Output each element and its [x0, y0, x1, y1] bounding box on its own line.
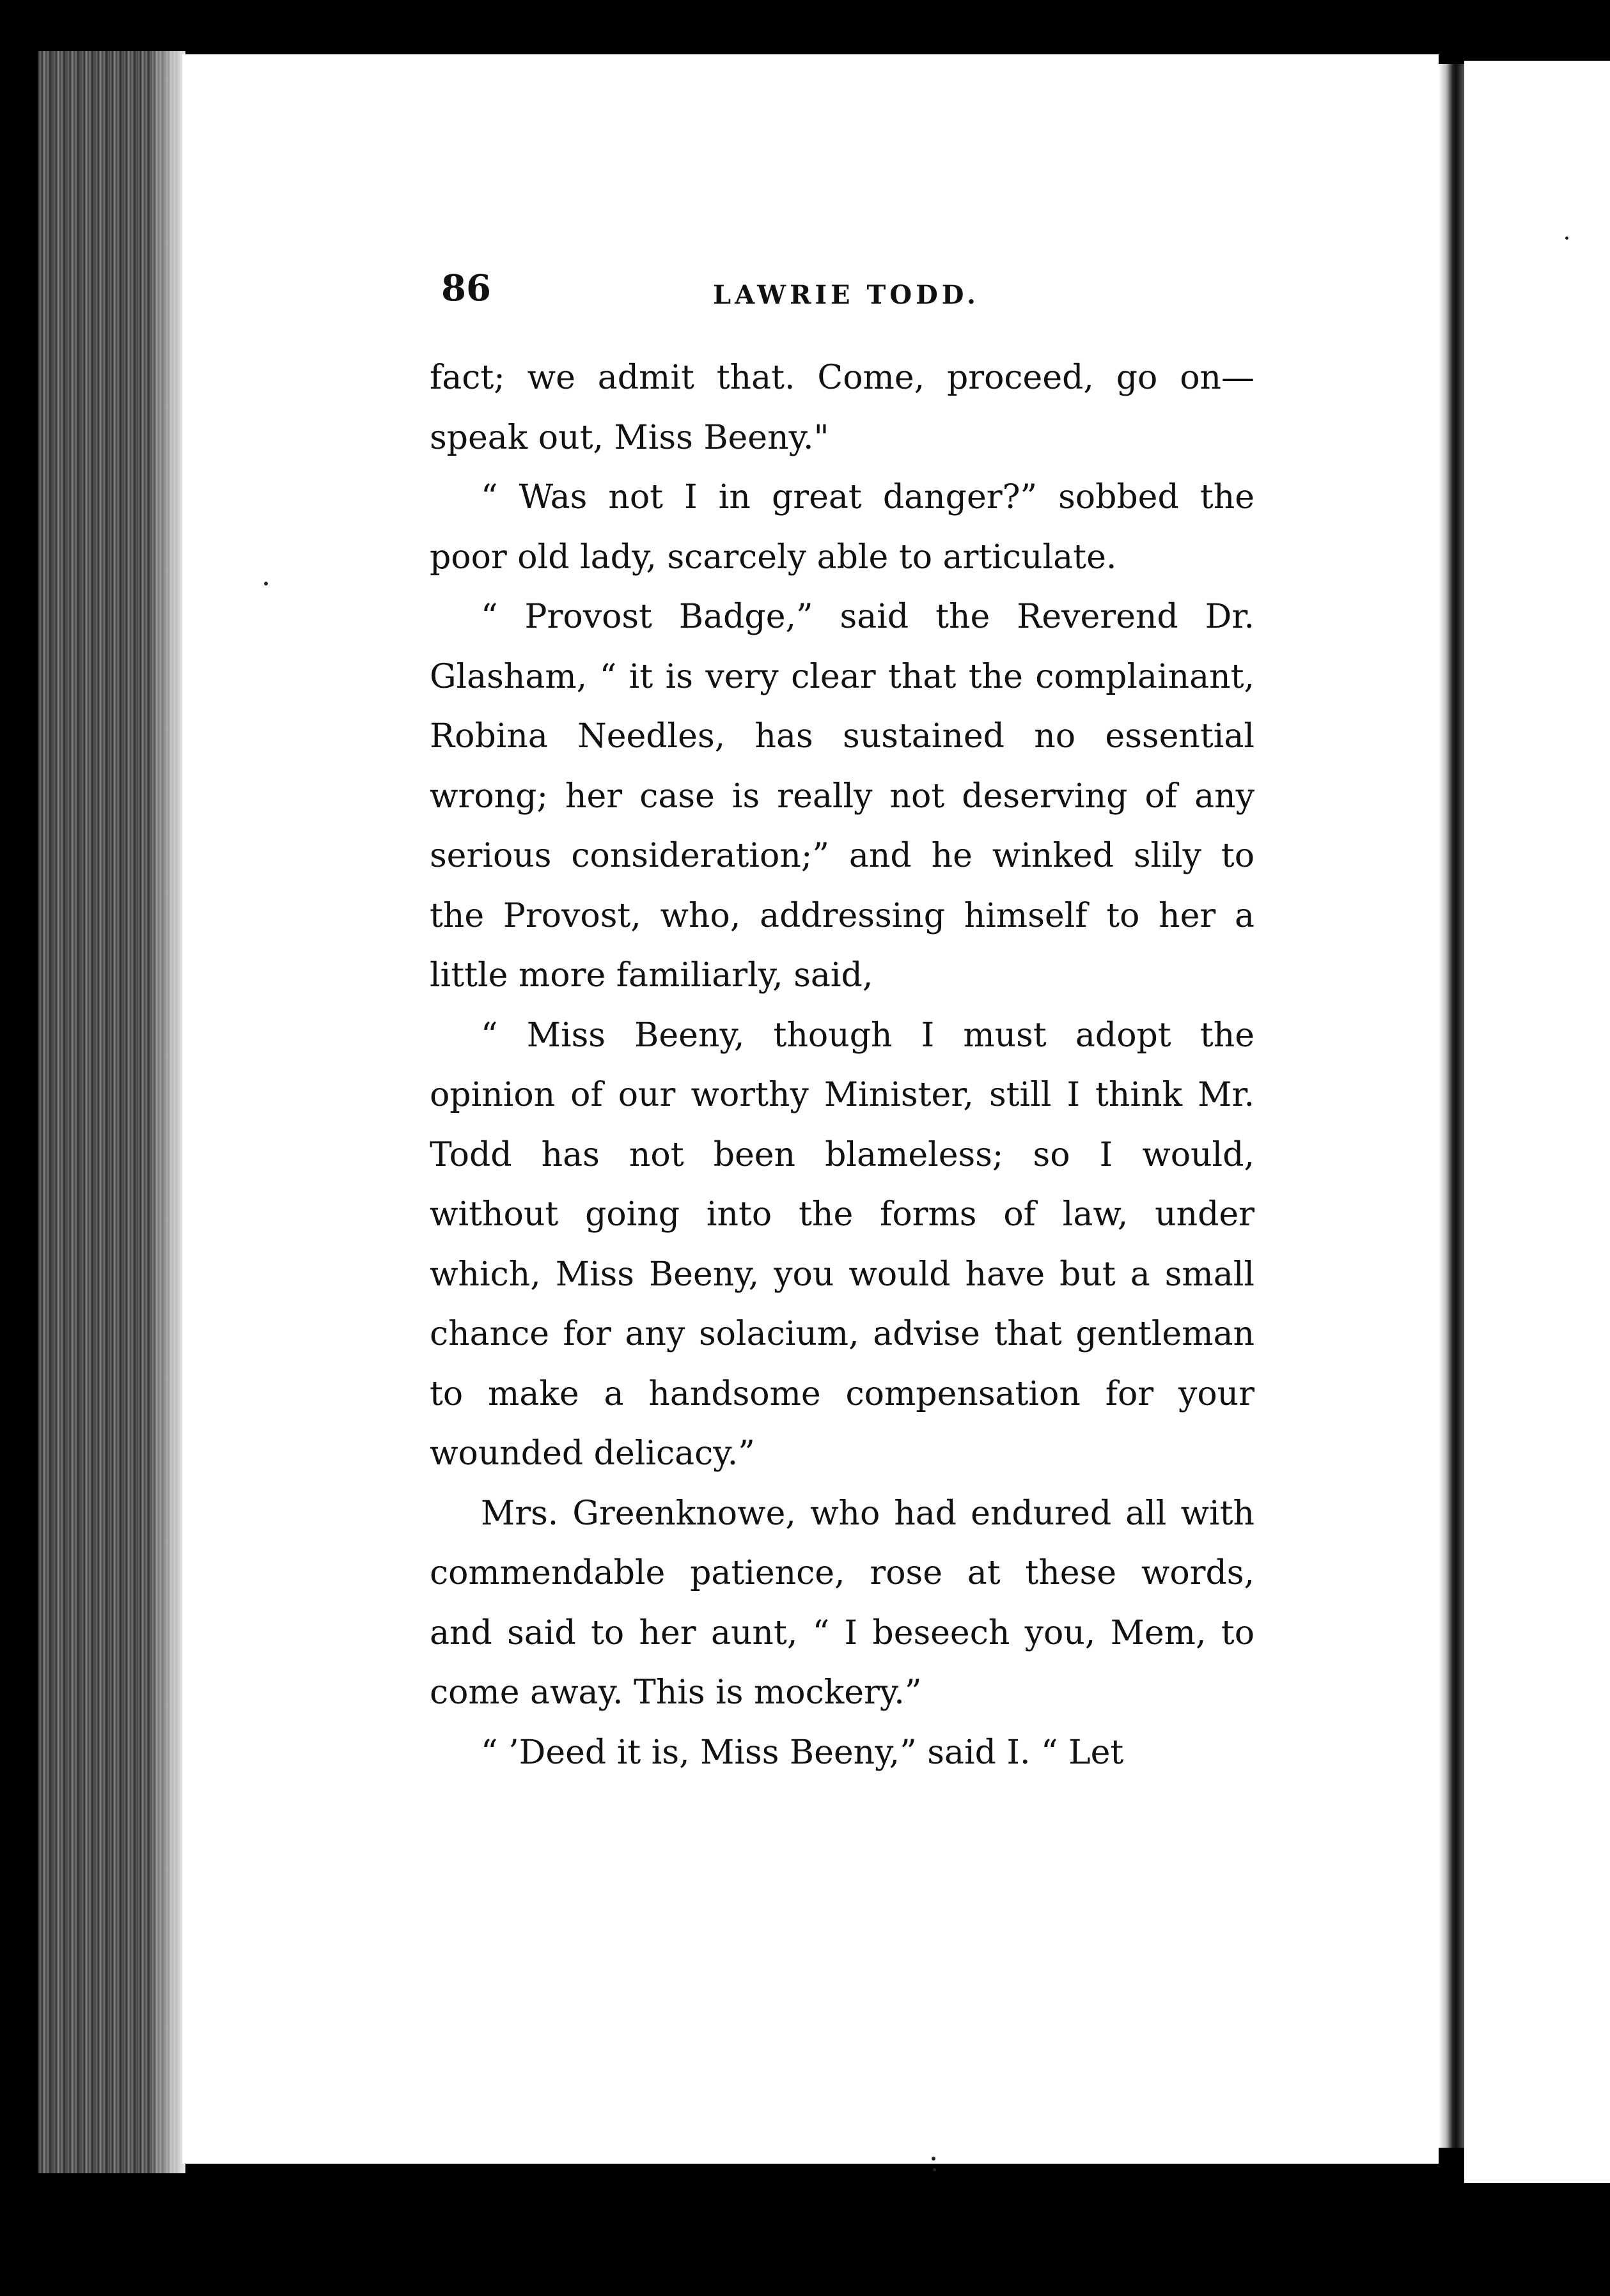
scan-speck — [264, 582, 268, 586]
scan-speck — [932, 2157, 935, 2160]
scan-speck — [1565, 237, 1568, 240]
paragraph: “ Was not I in great danger?” sobbed the poor old lady, scarcely able to articulate. — [430, 478, 1254, 577]
paragraph: “ Provost Badge,” said the Reverend Dr. Glasham, “ it is very clear that the complainant, Robina Needles, has sustained no essential wrong; her case is really not deserving of any serious consideration;” and he winked slily to the Provost, who, addressing himself to her a little more familiarly, said, — [430, 598, 1254, 995]
running-head: LAWRIE TODD. — [713, 280, 980, 310]
page-header — [441, 267, 1272, 325]
page-fold-edge — [1439, 64, 1464, 2148]
body-text — [430, 348, 1254, 1783]
paragraph: Mrs. Greenknowe, who had endured all with commendable patience, rose at these words, and said to her aunt, “ I beseech you, Mem, to come away. This is mockery.” — [430, 1494, 1254, 1712]
paragraph: fact; we admit that. Come, proceed, go on—speak out, Miss Beeny." — [430, 359, 1254, 457]
paragraph: “ Miss Beeny, though I must adopt the opinion of our worthy Minister, still I think Mr. Todd has not been blameless; so I would, without going into the forms of law, under which, Miss Beeny, you would have but a small chance for any solacium, advise that gentleman to make a handsome compensation for your wounded delicacy.” — [430, 1016, 1254, 1473]
scan-speck — [933, 2168, 936, 2171]
paragraph: “ ’Deed it is, Miss Beeny,” said I. “ Let — [481, 1733, 1124, 1772]
gutter-shadow — [147, 51, 185, 2173]
page-number: 86 — [441, 267, 491, 309]
facing-page-edge — [1464, 61, 1610, 2183]
